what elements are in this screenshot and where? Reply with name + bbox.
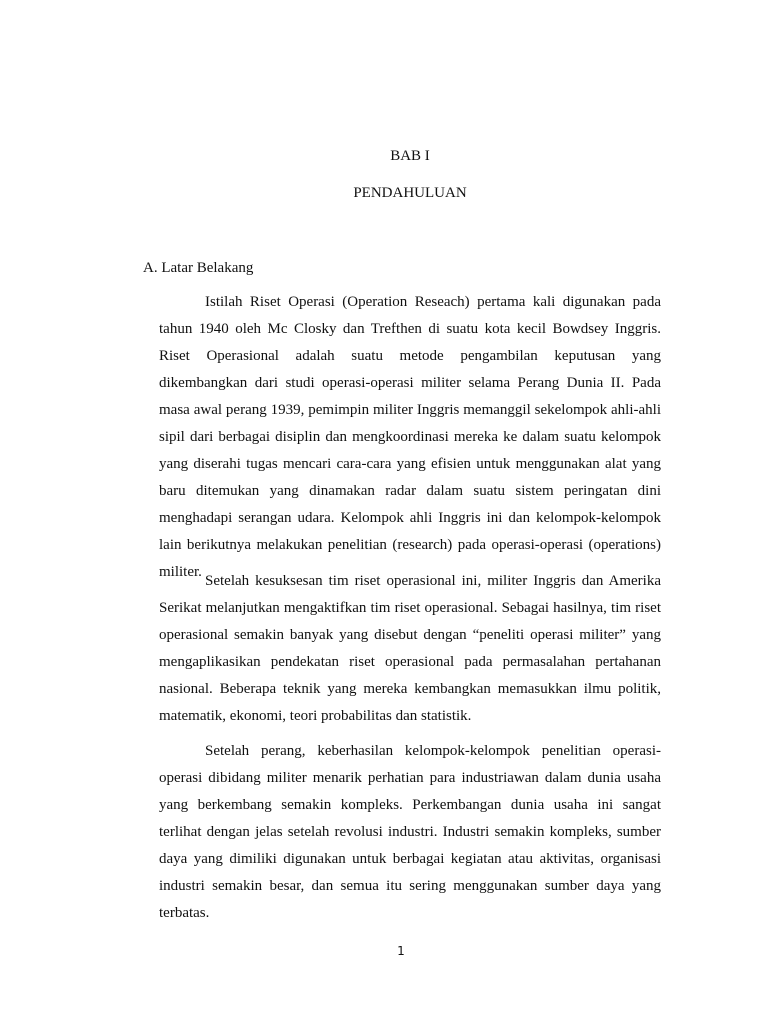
section-heading: A. Latar Belakang [143,260,254,276]
body-paragraph-1: Istilah Riset Operasi (Operation Reseach) pertama kali digunakan pada tahun 1940 oleh Mc Closky dan Trefthen di suatu kota kecil Bowdsey Inggris. Riset Operasional adalah suatu metode pengambilan keputusan yang dikembangkan dari studi operasi-operasi militer selama Perang Dunia II. Pada masa awal perang 1939, pemimpin militer Inggris memanggil sekelompok ahli-ahli sipil dari berbagai disiplin dan mengkoordinasi mereka ke dalam suatu kelompok yang diserahi tugas mencari cara-cara yang efisien untuk menggunakan alat yang baru ditemukan yang dinamakan radar dalam suatu sistem peringatan dini menghadapi serangan udara. Kelompok ahli Inggris ini dan kelompok-kelompok lain berikutnya melakukan penelitian (research) pada operasi-operasi (operations) militer. [159,294,661,580]
chapter-title: PENDAHULUAN [353,185,467,201]
chapter-number: BAB I [390,148,430,164]
body-paragraph-2: Setelah kesuksesan tim riset operasional ini, militer Inggris dan Amerika Serikat melanjutkan mengaktifkan tim riset operasional. Sebagai hasilnya, tim riset operasional semakin banyak yang disebut dengan “peneliti operasi militer” yang mengaplikasikan pendekatan riset operasional pada permasalahan pertahanan nasional. Beberapa teknik yang mereka kembangkan memasukkan ilmu politik, matematik, ekonomi, teori probabilitas dan statistik. [159,573,661,724]
page-number: 1 [397,944,405,958]
body-paragraph-3: Setelah perang, keberhasilan kelompok-kelompok penelitian operasi-operasi dibidang militer menarik perhatian para industriawan dalam dunia usaha yang berkembang semakin kompleks. Perkembangan dunia usaha ini sangat terlihat dengan jelas setelah revolusi industri. Industri semakin kompleks, sumber daya yang dimiliki digunakan untuk berbagai kegiatan atau aktivitas, organisasi industri semakin besar, dan semua itu sering menggunakan sumber daya yang terbatas. [159,743,661,921]
